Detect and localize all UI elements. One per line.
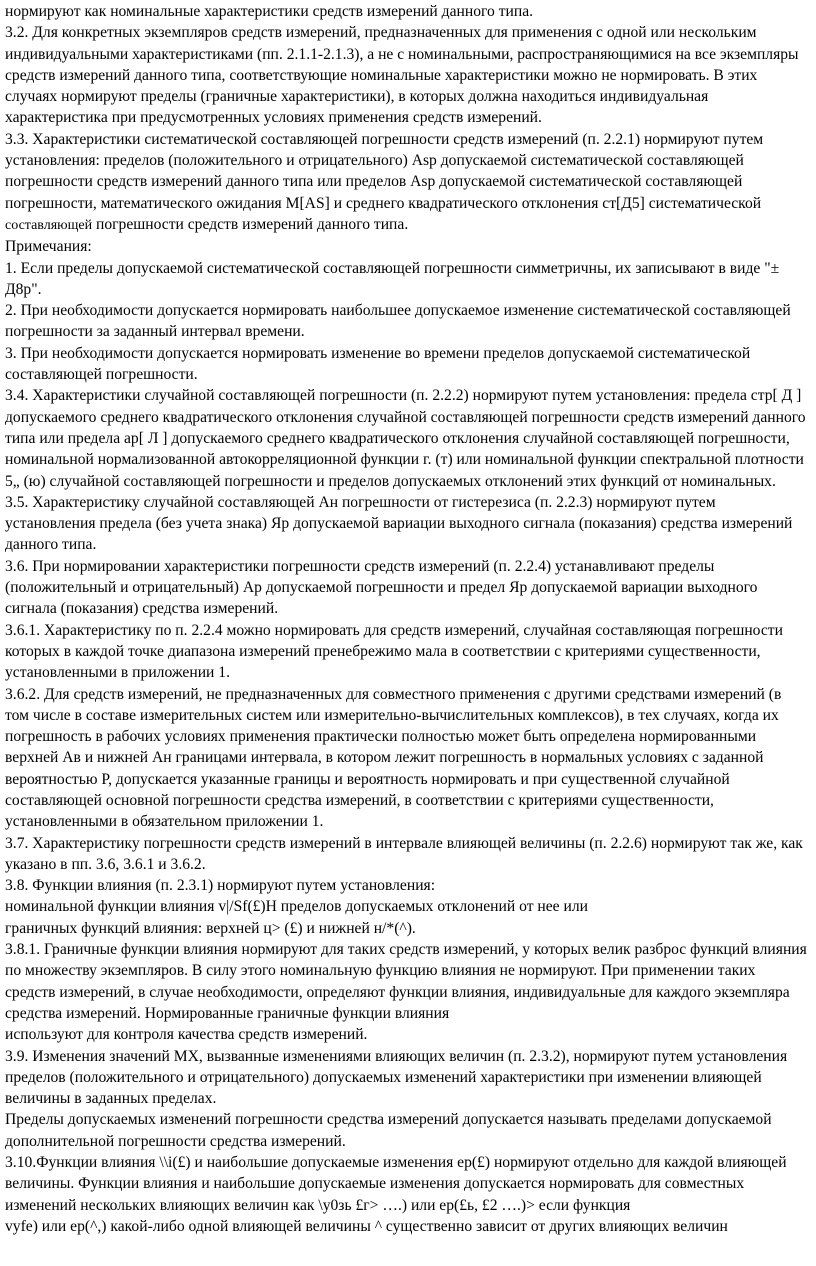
paragraph-3-10: 3.10.Функции влияния \\i(£) и наибольшие допускаемые изменения ер(£) нормируют отдельно для каждой влияющей величины. Функции влияния и наибольшие допускаемые изменения допускается нормировать для совместных изменений нескольких влияющих величин как \у0зь £г> ….) или ер(£ь, £2 ….)> если функция [5, 1154, 787, 1214]
paragraph-3-9: 3.9. Изменения значений MX, вызванные изменениями влияющих величин (п. 2.3.2), нормируют путем установления пределов (положительного и отрицательного) допускаемых изменений характеристики при изменении влияющей величины в заданных пределах. [5, 1047, 788, 1108]
paragraph-3-8: 3.8. Функции влияния (п. 2.3.1) нормируют путем установления: [5, 877, 436, 895]
paragraph-3-10-tail: vyfe) или ер(^,) какой-либо одной влияющей величины ^ существенно зависит от других влияющих величин [5, 1217, 728, 1235]
note-3: 3. При необходимости допускается нормировать изменение во времени пределов допускаемой систематической составляющей погрешности. [5, 344, 751, 384]
note-1: 1. Если пределы допускаемой систематической составляющей погрешности симметричны, их записывают в виде "± Д8р". [5, 259, 780, 298]
paragraph-3-5: 3.5. Характеристику случайной составляющей Ан погрешности от гистерезиса (п. 2.2.3) нормируют путем установления предела (без учета знака) Яр допускаемой вариации выходного сигнала (показания) средства измерений данного типа. [5, 493, 793, 554]
paragraph-3-8-1-tail: используют для контроля качества средств измерений. [5, 1026, 368, 1044]
paragraph-3-2: 3.2. Для конкретных экземпляров средств измерений, предназначенных для применения с одной или нескольким индивидуальными характеристиками (пп. 2.1.1-2.1.3), а не с номинальными, распространяющимися на все экземпляры средств измерений данного типа, соответствующие номинальные характеристики можно не нормировать. В этих случаях нормируют пределы (граничные характеристики), в которых должна находиться индивидуальная характеристика при предусмотренных условиях применения средств измерений. [5, 24, 799, 127]
paragraph-3-9-note: Пределы допускаемых изменений погрешности средства измерений допускается называть пределами допускаемой дополнительной погрешности средства измерений. [5, 1111, 772, 1150]
paragraph-3-3-tail: погрешности средств измерений данного типа. [95, 215, 409, 233]
paragraph-3-8-boundary: граничных функций влияния: верхней ц> (£) и нижней н/*(^). [5, 919, 416, 937]
paragraph-3-7: 3.7. Характеристику погрешности средств измерений в интервале влияющей величины (п. 2.2.6) нормируют так же, как указано в пп. 3.6, 3.6.1 и 3.6.2. [5, 834, 803, 873]
paragraph-3-3-text: 3.3. Характеристики систематической составляющей погрешности средств измерений (п. 2.2.1) нормируют путем установления: пределов (положительного и отрицательного) Asp допускаемой систематической составляющей погрешности средств измерений данного типа или пределов Asp допускаемой систематической составляющей погрешности, математического ожидания M[AS] и среднего квадратического отклонения ст[Д5] систематической [5, 130, 764, 212]
paragraph-3-6: 3.6. При нормировании характеристики погрешности средств измерений (п. 2.2.4) устанавливают пределы (положительный и отрицательный) Ар допускаемой погрешности и предел Яр допускаемой вариации выходного сигнала (показания) средства измерений. [5, 557, 758, 618]
notes-heading: Примечания: [5, 238, 92, 256]
paragraph-3-4: 3.4. Характеристики случайной составляющей погрешности (п. 2.2.2) нормируют путем установления: предела стр[ Д ] допускаемого среднего квадратического отклонения случайной составляющей погрешности средств измерений данного типа или предела ар[ Л ] допускаемого среднего квадратического отклонения случайной составляющей погрешности, номинальной нормализованной автокорреляционной функции г. (т) или номинальной функции спектральной плотности 5„ (ю) случайной составляющей погрешности и пределов допускаемых отклонений этих функций от номинальных. [5, 387, 806, 490]
note-2: 2. При необходимости допускается нормировать наибольшее допускаемое изменение систематической составляющей погрешности за заданный интервал времени. [5, 302, 791, 341]
paragraph-3-8-1: 3.8.1. Граничные функции влияния нормируют для таких средств измерений, у которых велик разброс функций влияния по множеству экземпляров. В силу этого номинальную функцию влияния не нормируют. При применении таких средств измерений, в случае необходимости, определяют функции влияния, индивидуальные для каждого экземпляра средства измерений. Нормированные граничные функции влияния [5, 941, 807, 1022]
paragraph-3-8-nominal: номинальной функции влияния v|/Sf(£)H пределов допускаемых отклонений от нее или [5, 898, 588, 916]
paragraph-3-6-2: 3.6.2. Для средств измерений, не предназначенных для совместного применения с другими средствами измерений (в том числе в составе измерительных систем или измерительно-вычислительных комплексов), в тех случаях, когда их погрешность в рабочих условиях применения практически полностью может быть определена нормированными верхней Ав и нижней Ан границами интервала, в котором лежит погрешность в нормальных условиях с заданной вероятностью Р, допускается указанные границы и вероятность нормировать и при существенной случайной составляющей основной погрешности средства измерений, в соответствии с критериями существенности, установленными в обязательном приложении 1. [5, 685, 782, 831]
paragraph-3-6-1: 3.6.1. Характеристику по п. 2.2.4 можно нормировать для средств измерений, случайная составляющая погрешности которых в каждой точке диапазона измерений пренебрежимо мала в соответствии с критериями существенности, установленными в приложении 1. [5, 621, 783, 682]
paragraph-continuation: нормируют как номинальные характеристики средств измерений данного типа. [5, 3, 534, 20]
paragraph-3-3 [5, 129, 808, 236]
paragraph-3-3-small-word: составляющей [5, 217, 93, 233]
